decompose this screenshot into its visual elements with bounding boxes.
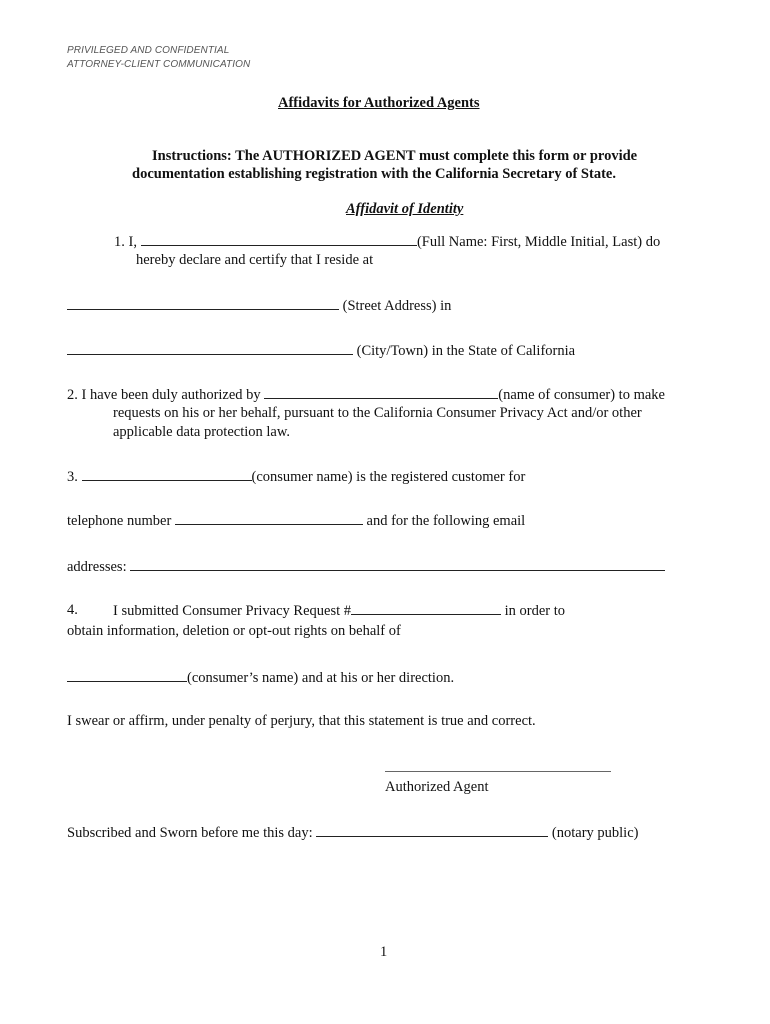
consumer-direction-field[interactable]	[67, 669, 187, 682]
item-3-line	[67, 468, 525, 486]
item-4-line-1	[113, 602, 565, 620]
instructions-line-1: Instructions: The AUTHORIZED AGENT must complete this form or provide	[152, 148, 638, 164]
item-1-line-2: hereby declare and certify that I reside at	[136, 252, 374, 268]
item-4-prefix: I submitted Consumer Privacy Request #	[113, 603, 352, 619]
notary-prefix: Subscribed and Sworn before me this day:	[67, 825, 313, 841]
instructions-line-2: documentation establishing registration with the California Secretary of State.	[132, 166, 616, 182]
page-number: 1	[380, 944, 388, 960]
notary-suffix: (notary public)	[551, 825, 639, 841]
city-label: (City/Town) in the State of California	[356, 343, 576, 359]
signature-line[interactable]	[385, 771, 611, 772]
addresses-line	[67, 558, 665, 576]
consumer-direction-label: (consumer’s name) and at his or her direction.	[187, 670, 455, 686]
consumer-name-field[interactable]	[264, 386, 498, 399]
email-label: and for the following email	[366, 513, 526, 529]
item-3-suffix: (consumer name) is the registered customer for	[251, 469, 526, 485]
item-1-prefix: 1. I,	[114, 234, 137, 250]
item-2-line-1	[67, 386, 665, 404]
street-address-label: (Street Address) in	[342, 298, 452, 314]
city-field[interactable]	[67, 342, 353, 355]
item-3-prefix: 3.	[67, 469, 78, 485]
swear-statement: I swear or affirm, under penalty of perjury, that this statement is true and correct.	[67, 713, 536, 729]
item-1-line-1	[114, 233, 660, 251]
item-4-number: 4.	[67, 602, 78, 618]
telephone-field[interactable]	[175, 512, 363, 525]
telephone-line	[67, 512, 525, 530]
item-4-suffix: in order to	[504, 603, 566, 619]
item-2-suffix: (name of consumer) to make	[498, 387, 665, 403]
consumer-direction-line	[67, 669, 454, 687]
affidavit-subtitle: Affidavit of Identity	[346, 201, 464, 217]
item-4-line-2: obtain information, deletion or opt-out rights on behalf of	[67, 623, 401, 639]
full-name-hint: (Full Name: First, Middle Initial, Last) do	[416, 234, 661, 250]
attorney-client-header: ATTORNEY-CLIENT COMMUNICATION	[67, 59, 251, 70]
telephone-label: telephone number	[67, 513, 172, 529]
item-2-line-2: requests on his or her behalf, pursuant to the California Consumer Privacy Act and/or other	[113, 405, 642, 421]
email-addresses-field[interactable]	[130, 558, 665, 571]
city-line	[67, 342, 575, 360]
full-name-field[interactable]	[141, 233, 417, 246]
notary-date-field[interactable]	[316, 824, 548, 837]
document-title: Affidavits for Authorized Agents	[278, 95, 480, 111]
item-2-prefix: 2. I have been duly authorized by	[67, 387, 261, 403]
request-number-field[interactable]	[351, 602, 501, 615]
notary-line	[67, 824, 638, 842]
street-address-field[interactable]	[67, 297, 339, 310]
addresses-label: addresses:	[67, 559, 127, 575]
item-2-line-3: applicable data protection law.	[113, 424, 291, 440]
confidential-header: PRIVILEGED AND CONFIDENTIAL	[67, 45, 230, 56]
registered-consumer-field[interactable]	[82, 468, 252, 481]
street-address-line	[67, 297, 451, 315]
authorized-agent-label: Authorized Agent	[385, 779, 489, 795]
